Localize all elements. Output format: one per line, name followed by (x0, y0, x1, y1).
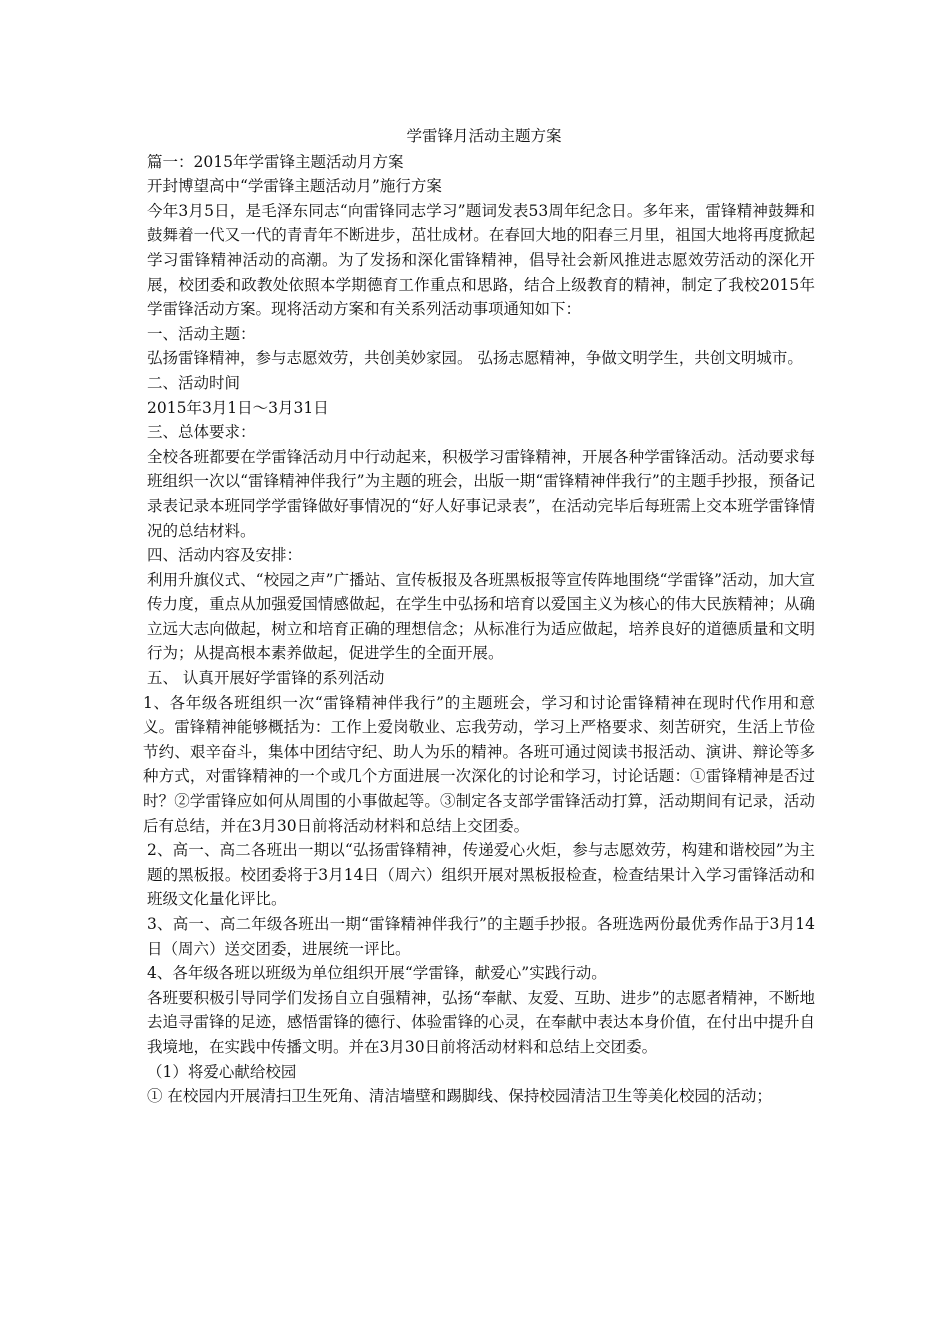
paragraph: 今年3月5日，是毛泽东同志“向雷锋同志学习”题词发表53周年纪念日。多年来，雷锋精神鼓舞和鼓舞着一代又一代的青青年不断进步，茁壮成材。在春回大地的阳春三月里，祖国大地将再度掀起学习雷锋精神活动的高潮。为了发扬和深化雷锋精神，倡导社会新风推进志愿效劳活动的深化开展，校团委和政教处依照本学期德育工作重点和思路，结合上级教育的精神，制定了我校2015年学雷锋活动方案。现将活动方案和有关系列活动事项通知如下： (147, 201, 815, 319)
paragraph: 2015年3月1日～3月31日 (147, 398, 329, 417)
sub-heading: （1）将爱心献给校园 (147, 1062, 297, 1081)
section-heading: 四、活动内容及安排： (147, 546, 303, 565)
paragraph: 1、各年级各班组织一次“雷锋精神伴我行”的主题班会，学习和讨论雷锋精神在现时代作用和意义。雷锋精神能够概括为：工作上爱岗敬业、忘我劳动，学习上严格要求、刻苦研究，生活上节俭节约、艰辛奋斗，集体中团结守纪、助人为乐的精神。各班可通过阅读书报活动、演讲、辩论等多种方式，对雷锋精神的一个或几个方面进展一次深化的讨论和学习，讨论话题：①雷锋精神是否过时？②学雷锋应如何从周围的小事做起等。③制定各支部学雷锋活动打算，活动期间有记录，活动后有总结，并在3月30日前将活动材料和总结上交团委。 (143, 693, 815, 835)
paragraph: 全校各班都要在学雷锋活动月中行动起来，积极学习雷锋精神，开展各种学雷锋活动。活动要求每班组织一次以“雷锋精神伴我行”为主题的班会，出版一期“雷锋精神伴我行”的主题手抄报，预备记录表记录本班同学学雷锋做好事情况的“好人好事记录表”，在活动完毕后每班需上交本班学雷锋情况的总结材料。 (147, 447, 815, 540)
paragraph: 弘扬雷锋精神，参与志愿效劳，共创美妙家园。 弘扬志愿精神，争做文明学生，共创文明城市。 (147, 349, 803, 368)
paragraph: 4、各年级各班以班级为单位组织开展“学雷锋，献爱心”实践行动。 (147, 964, 607, 983)
section-heading: 五、 认真开展好学雷锋的系列活动 (147, 669, 385, 688)
document-title: 学雷锋月活动主题方案 (406, 127, 562, 145)
document-page (143, 124, 815, 1109)
section-heading: 一、活动主题： (147, 324, 256, 343)
paragraph: 篇一：2015年学雷锋主题活动月方案 (147, 152, 404, 171)
paragraph: 3、高一、高二年级各班出一期“雷锋精神伴我行”的主题手抄报。各班选两份最优秀作品于3月14日（周六）送交团委，进展统一评比。 (147, 915, 815, 958)
paragraph: 利用升旗仪式、“校园之声”广播站、宣传板报及各班黑板报等宣传阵地围绕“学雷锋”活动，加大宣传力度，重点从加强爱国情感做起，在学生中弘扬和培育以爱国主义为核心的伟大民族精神；从确立远大志向做起，树立和培育正确的理想信念；从标准行为适应做起，培养良好的道德质量和文明行为；从提高根本素养做起，促进学生的全面开展。 (147, 570, 815, 663)
paragraph: 2、高一、高二各班出一期以“弘扬雷锋精神，传递爱心火炬，参与志愿效劳，构建和谐校园”为主题的黑板报。校团委将于3月14日（周六）组织开展对黑板报检查，检查结果计入学习雷锋活动和班级文化量化评比。 (147, 841, 815, 909)
paragraph: 各班要积极引导同学们发扬自立自强精神，弘扬“奉献、友爱、互助、进步”的志愿者精神，不断地去追寻雷锋的足迹，感悟雷锋的德行、体验雷锋的心灵，在奉献中表达本身价值，在付出中提升自我境地，在实践中传播文明。并在3月30日前将活动材料和总结上交团委。 (147, 988, 815, 1056)
section-heading: 三、总体要求： (147, 423, 256, 442)
paragraph: ① 在校园内开展清扫卫生死角、清洁墙壁和踢脚线、保持校园清洁卫生等美化校园的活动； (147, 1087, 772, 1106)
section-heading: 二、活动时间 (147, 373, 241, 392)
paragraph: 开封博望高中“学雷锋主题活动月”施行方案 (147, 177, 442, 196)
